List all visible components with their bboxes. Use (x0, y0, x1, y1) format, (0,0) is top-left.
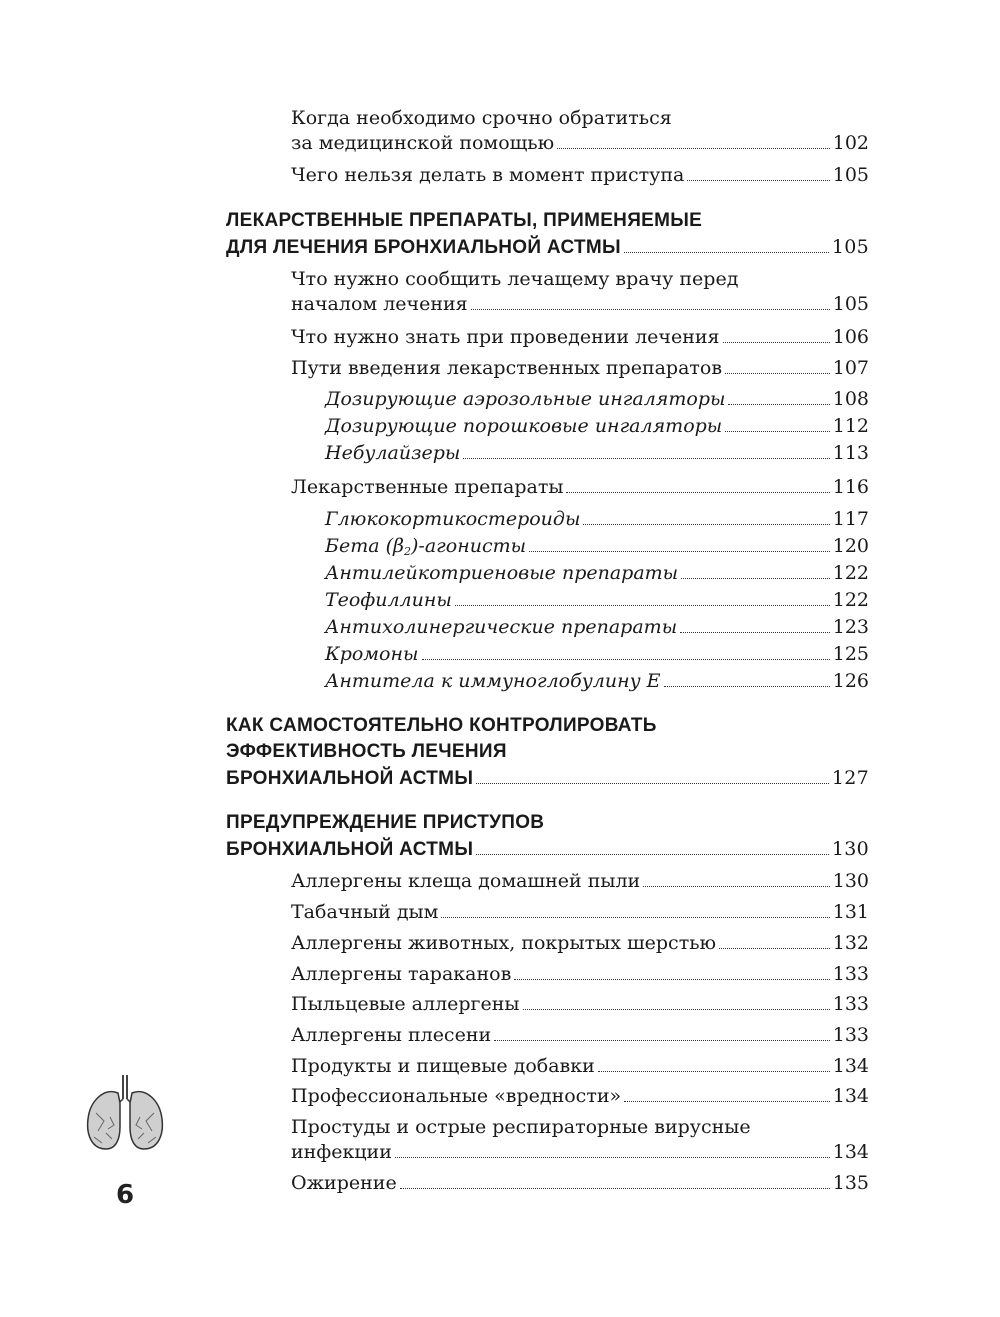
toc-page-number: 125 (832, 643, 869, 665)
dot-leader (395, 1157, 830, 1158)
toc-section[interactable] (226, 837, 869, 862)
toc-page-number: 105 (831, 236, 869, 258)
toc-entry[interactable] (291, 962, 869, 986)
toc-page-number: 105 (832, 293, 869, 315)
toc-page-number: 122 (832, 562, 869, 584)
toc-entry[interactable] (291, 900, 869, 924)
toc-page-number: 131 (832, 901, 869, 923)
toc-page-number: 123 (832, 616, 869, 638)
toc-section-title: ЛЕКАРСТВЕННЫЕ ПРЕПАРАТЫ, ПРИМЕНЯЕМЫЕ (226, 210, 703, 231)
dot-leader (725, 431, 829, 432)
toc-page-number: 134 (832, 1055, 869, 1077)
toc-subentry[interactable] (325, 669, 869, 693)
toc-section[interactable] (226, 235, 869, 260)
toc-entry-title: Продукты и пищевые добавки (291, 1055, 595, 1077)
toc-entry-title: Дозирующие аэрозольные ингаляторы (325, 388, 726, 410)
toc-entry-title: Дозирующие порошковые ингаляторы (325, 415, 723, 437)
toc-entry-title: Небулайзеры (325, 442, 461, 464)
toc-entry-title: Лекарственные препараты (291, 476, 564, 498)
toc-entry[interactable] (291, 325, 869, 349)
toc-subentry[interactable] (325, 588, 869, 612)
toc-entry-title: Кромоны (325, 643, 419, 665)
dot-leader (728, 404, 829, 405)
toc-page-number: 117 (832, 508, 869, 530)
toc-page-number: 130 (831, 838, 869, 860)
toc-section-title: БРОНХИАЛЬНОЙ АСТМЫ (226, 839, 474, 860)
toc-entry[interactable] (291, 1171, 869, 1195)
dot-leader (664, 686, 830, 687)
toc-subentry[interactable] (325, 534, 869, 564)
toc-entry[interactable] (291, 475, 869, 499)
dot-leader (441, 917, 829, 918)
toc-entry-title: за медицинской помощью (291, 132, 555, 154)
toc-entry-title: Табачный дым (291, 901, 439, 923)
dot-leader (476, 854, 829, 855)
toc-subentry[interactable] (325, 441, 869, 465)
toc-entry-title: Что нужно знать при проведении лечения (291, 326, 720, 348)
toc-subentry[interactable] (325, 642, 869, 666)
dot-leader (723, 342, 830, 343)
toc-entry-title: Глюкокортикостероиды (325, 508, 581, 530)
toc-entry-title: Чего нельзя делать в момент приступа (291, 164, 685, 186)
toc-page-number: 135 (832, 1172, 869, 1194)
toc-entry[interactable] (291, 1084, 869, 1108)
toc-entry[interactable] (291, 163, 869, 187)
toc-section[interactable] (226, 766, 869, 791)
toc-page-number: 134 (832, 1085, 869, 1107)
toc-entry-title: началом лечения (291, 293, 468, 315)
toc-subentry[interactable] (325, 615, 869, 639)
toc-entry-title: Аллергены плесени (291, 1024, 492, 1046)
toc-entry-title: Когда необходимо срочно обратиться (291, 107, 672, 129)
toc-subentry[interactable] (325, 561, 869, 585)
dot-leader (725, 373, 830, 374)
dot-leader (514, 979, 829, 980)
dot-leader (471, 309, 830, 310)
dot-leader (523, 1009, 830, 1010)
dot-leader (494, 1040, 830, 1041)
toc-entry-title: Аллергены животных, покрытых шерстью (291, 932, 717, 954)
toc-entry-title: инфекции (291, 1141, 392, 1163)
toc-entry[interactable] (291, 356, 869, 380)
toc-entry-title: Что нужно сообщить лечащему врачу перед (291, 268, 739, 290)
page-number: 6 (116, 1180, 135, 1210)
toc-page-number: 112 (832, 415, 869, 437)
dot-leader (557, 148, 830, 149)
toc-page-number: 133 (832, 963, 869, 985)
toc-entry-title: Антилейкотриеновые препараты (325, 562, 679, 584)
toc-section-title: ЭФФЕКТИВНОСТЬ ЛЕЧЕНИЯ (226, 741, 507, 762)
toc-page-number: 132 (832, 932, 869, 954)
dot-leader (643, 886, 830, 887)
toc-page-number: 133 (832, 1024, 869, 1046)
dot-leader (719, 948, 830, 949)
toc-section-title: КАК САМОСТОЯТЕЛЬНО КОНТРОЛИРОВАТЬ (226, 715, 657, 736)
toc-entry-title: Ожирение (291, 1172, 397, 1194)
dot-leader (422, 659, 830, 660)
toc-entry[interactable] (291, 992, 869, 1016)
toc-entry[interactable] (291, 1023, 869, 1047)
toc-page-number: 106 (832, 326, 869, 348)
toc-page-number: 133 (832, 993, 869, 1015)
dot-leader (681, 578, 830, 579)
toc-section-title: ПРЕДУПРЕЖДЕНИЕ ПРИСТУПОВ (226, 812, 545, 833)
toc-entry-title: Аллергены клеща домашней пыли (291, 870, 641, 892)
toc-entry-title: Профессиональные «вредности» (291, 1085, 622, 1107)
toc-entry[interactable] (291, 292, 869, 316)
toc-entry-title: Теофиллины (325, 589, 452, 611)
toc-entry-title: Бета $(\beta_2)$-агонисты (325, 535, 527, 558)
dot-leader (455, 605, 830, 606)
dot-leader (529, 551, 830, 552)
toc-subentry[interactable] (325, 507, 869, 531)
toc-page-number: 107 (832, 357, 869, 379)
toc-page-number: 113 (832, 442, 869, 464)
toc-page-number: 102 (832, 132, 869, 154)
toc-entry-title: Антихолинергические препараты (325, 616, 678, 638)
toc-entry[interactable] (291, 869, 869, 893)
toc-page-number: 130 (832, 870, 869, 892)
toc-section-title: ДЛЯ ЛЕЧЕНИЯ БРОНХИАЛЬНОЙ АСТМЫ (226, 237, 621, 258)
toc-entry-title: Простуды и острые респираторные вирусные (291, 1116, 751, 1138)
toc-page-number: 120 (832, 535, 869, 557)
dot-leader (400, 1188, 830, 1189)
toc-entry-title: Пути введения лекарственных препаратов (291, 357, 723, 379)
toc-subentry[interactable] (325, 414, 869, 438)
toc-entry[interactable] (291, 931, 869, 955)
toc-section-title: БРОНХИАЛЬНОЙ АСТМЫ (226, 768, 474, 789)
toc-entry-title: Аллергены тараканов (291, 963, 512, 985)
dot-leader (624, 252, 829, 253)
toc-entry-title: Антитела к иммуноглобулину Е (325, 670, 661, 692)
toc-page-number: 122 (832, 589, 869, 611)
dot-leader (598, 1071, 830, 1072)
toc-subentry[interactable] (325, 387, 869, 411)
dot-leader (463, 458, 829, 459)
toc-entry[interactable] (291, 131, 869, 155)
toc-page-number: 105 (832, 164, 869, 186)
dot-leader (624, 1101, 830, 1102)
dot-leader (583, 524, 829, 525)
toc-page-number: 116 (832, 476, 869, 498)
toc-entry[interactable] (291, 1054, 869, 1078)
toc-page-number: 126 (832, 670, 869, 692)
dot-leader (687, 180, 829, 181)
dot-leader (680, 632, 830, 633)
dot-leader (476, 783, 829, 784)
toc-page-number: 127 (831, 767, 869, 789)
toc-entry-title: Пыльцевые аллергены (291, 993, 520, 1015)
toc-page-number: 108 (832, 388, 869, 410)
toc-entry[interactable] (291, 1140, 869, 1164)
lungs-icon (82, 1073, 168, 1153)
toc-page-number: 134 (832, 1141, 869, 1163)
dot-leader (566, 492, 829, 493)
